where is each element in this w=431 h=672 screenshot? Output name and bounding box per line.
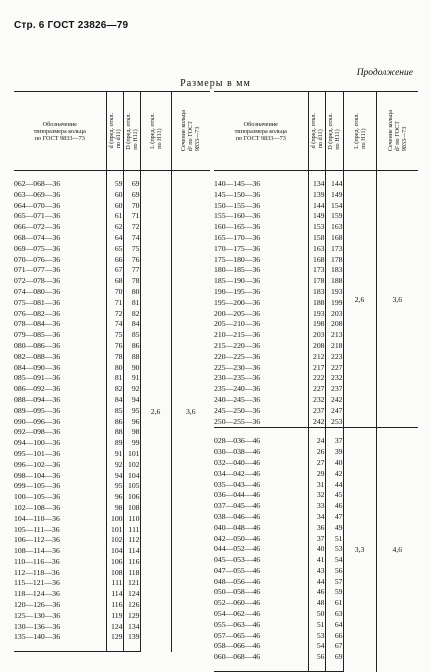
d-value: 24	[308, 436, 325, 447]
D-value: 56	[325, 566, 343, 577]
D-value: 71	[123, 211, 140, 222]
d-value: 198	[308, 319, 325, 330]
ring-designation: 089—095—36	[14, 405, 61, 415]
d-value: 153	[308, 222, 325, 233]
ring-designation: 118—124—36	[14, 589, 60, 599]
D-header: D (пред. откл. по H11)	[325, 92, 343, 171]
ring-designation: 078—084—36	[14, 319, 61, 329]
D-value: 37	[325, 436, 343, 447]
ring-designation: 079—085—36	[14, 330, 61, 340]
ring-designation: 115—121—36	[14, 578, 60, 588]
d-value: 173	[308, 265, 325, 276]
ring-designation: 057—065—46	[214, 630, 261, 640]
D-value: 54	[325, 555, 343, 566]
spacer-row	[214, 171, 418, 180]
d-value: 106	[106, 557, 123, 568]
D-value: 86	[123, 341, 140, 352]
ring-designation: 112—118—36	[14, 567, 60, 577]
d-value: 60	[106, 201, 123, 212]
d-value: 56	[308, 652, 325, 663]
D-value: 91	[123, 373, 140, 384]
d-value: 104	[106, 546, 123, 557]
D-value: 45	[325, 490, 343, 501]
section-header: Сечение кольца d² по ГОСТ 9833—73	[171, 92, 210, 171]
ring-designation: 065—071—36	[14, 211, 61, 221]
d-value: 183	[308, 287, 325, 298]
D-value: 144	[325, 179, 343, 190]
section-value: 4,6	[376, 428, 418, 672]
ring-designation: 076—082—36	[14, 308, 61, 318]
ring-designation: 058—066—46	[214, 641, 261, 651]
L-header: L (пред. откл. по H11)	[343, 92, 376, 171]
d-value: 86	[106, 417, 123, 428]
d-value: 59	[106, 179, 123, 190]
D-value: 227	[325, 363, 343, 374]
D-value: 82	[123, 309, 140, 320]
D-value: 69	[325, 652, 343, 663]
ring-designation: 040—048—46	[214, 522, 261, 532]
d-value: 51	[308, 620, 325, 631]
d-value: 78	[106, 352, 123, 363]
D-value: 110	[123, 514, 140, 525]
ring-designation: 120—126—36	[14, 600, 61, 610]
d-value: 41	[308, 555, 325, 566]
d-value: 82	[106, 384, 123, 395]
ring-designation: 044—052—46	[214, 544, 261, 554]
D-value: 42	[325, 469, 343, 480]
d-value: 94	[106, 471, 123, 482]
d-value: 88	[106, 427, 123, 438]
D-value: 106	[123, 492, 140, 503]
designation-header: Обозначение типоразмера кольца по ГОСТ 9833—73	[214, 92, 308, 171]
D-value: 80	[123, 287, 140, 298]
D-value: 242	[325, 395, 343, 406]
D-value: 139	[123, 632, 140, 643]
d-value: 80	[106, 363, 123, 374]
ring-designation: 105—111—36	[14, 524, 60, 534]
d-value: 68	[106, 276, 123, 287]
d-value: 40	[308, 544, 325, 555]
ring-designation: 150—155—36	[214, 200, 261, 210]
D-value: 126	[123, 600, 140, 611]
d-value: 50	[308, 609, 325, 620]
D-value: 61	[325, 598, 343, 609]
d-header: d (пред. откл. по d11)	[308, 92, 325, 171]
D-value: 154	[325, 201, 343, 212]
ring-designation: 038—046—46	[214, 511, 261, 521]
D-value: 223	[325, 352, 343, 363]
d-value: 54	[308, 641, 325, 652]
ring-designation: 175—180—36	[214, 254, 261, 264]
ring-designation: 200—205—36	[214, 308, 261, 318]
ring-designation: 082—088—36	[14, 351, 61, 361]
continuation-label: Продолжение	[356, 68, 413, 78]
D-value: 163	[325, 222, 343, 233]
D-value: 85	[123, 330, 140, 341]
ring-designation: 034—042—46	[214, 468, 261, 478]
ring-designation: 042—050—46	[214, 533, 261, 543]
D-value: 218	[325, 341, 343, 352]
d-value: 144	[308, 201, 325, 212]
D-value: 90	[123, 363, 140, 374]
D-value: 105	[123, 481, 140, 492]
d-value: 48	[308, 598, 325, 609]
d-value: 163	[308, 244, 325, 255]
d-value: 193	[308, 309, 325, 320]
d-value: 71	[106, 298, 123, 309]
D-value: 116	[123, 557, 140, 568]
d-value: 66	[106, 255, 123, 266]
ring-designation: 135—140—36	[14, 632, 61, 642]
d-value: 114	[106, 589, 123, 600]
D-value: 159	[325, 211, 343, 222]
ring-designation: 086—092—36	[14, 384, 61, 394]
d-value: 222	[308, 373, 325, 384]
d-value: 237	[308, 406, 325, 417]
L-value: 2,6	[140, 171, 171, 652]
d-value: 43	[308, 566, 325, 577]
d-value: 101	[106, 525, 123, 536]
D-value: 69	[123, 190, 140, 201]
L-value: 2,6	[343, 171, 376, 428]
spacer-row	[214, 428, 418, 437]
D-value: 40	[325, 458, 343, 469]
d-value: 111	[106, 578, 123, 589]
ring-designation: 050—058—46	[214, 587, 261, 597]
d-value: 76	[106, 341, 123, 352]
d-value: 74	[106, 319, 123, 330]
D-value: 118	[123, 568, 140, 579]
ring-designation: 250—255—36	[214, 416, 261, 426]
D-value: 112	[123, 535, 140, 546]
d-value: 208	[308, 341, 325, 352]
D-value: 53	[325, 544, 343, 555]
d-value: 134	[308, 179, 325, 190]
D-value: 77	[123, 265, 140, 276]
d-value: 29	[308, 469, 325, 480]
ring-designation: 094—100—36	[14, 438, 61, 448]
L-value: 3,3	[343, 428, 376, 672]
d-value: 129	[106, 632, 123, 643]
D-value: 98	[123, 427, 140, 438]
ring-designation: 035—043—46	[214, 479, 261, 489]
d-value: 85	[106, 406, 123, 417]
ring-designation: 190—195—36	[214, 286, 261, 296]
d-value: 64	[106, 233, 123, 244]
d-value: 102	[106, 535, 123, 546]
D-value: 69	[123, 179, 140, 190]
ring-designation: 165—170—36	[214, 232, 261, 242]
d-value: 26	[308, 447, 325, 458]
ring-designation: 220—225—36	[214, 351, 261, 361]
D-value: 74	[123, 233, 140, 244]
d-value: 139	[308, 190, 325, 201]
d-value: 89	[106, 438, 123, 449]
ring-designation: 072—078—36	[14, 276, 61, 286]
d-value: 61	[106, 211, 123, 222]
d-value: 108	[106, 568, 123, 579]
section-value: 3,6	[376, 171, 418, 428]
D-value: 88	[123, 352, 140, 363]
ring-designation: 145—150—36	[214, 189, 261, 199]
d-value: 65	[106, 244, 123, 255]
D-value: 51	[325, 534, 343, 545]
ring-designation: 215—220—36	[214, 340, 261, 350]
ring-designation: 110—116—36	[14, 556, 60, 566]
d-value: 168	[308, 255, 325, 266]
D-value: 76	[123, 255, 140, 266]
ring-designation: 074—080—36	[14, 286, 61, 296]
ring-designation: 055—063—46	[214, 619, 261, 629]
ring-designation: 069—075—36	[14, 243, 61, 253]
D-value: 59	[325, 587, 343, 598]
ring-designation: 104—110—36	[14, 513, 60, 523]
D-value: 96	[123, 417, 140, 428]
d-value: 33	[308, 501, 325, 512]
D-value: 134	[123, 622, 140, 633]
ring-designation: 096—102—36	[14, 459, 61, 469]
left-size-table	[14, 91, 210, 652]
ring-designation: 048—056—46	[214, 576, 261, 586]
ring-designation: 060—068—46	[214, 652, 261, 662]
ring-designation: 180—185—36	[214, 265, 261, 275]
d-value: 34	[308, 512, 325, 523]
D-value: 78	[123, 276, 140, 287]
D-value: 99	[123, 438, 140, 449]
D-value: 149	[325, 190, 343, 201]
d-value: 242	[308, 417, 325, 428]
D-value: 95	[123, 406, 140, 417]
ring-designation: 106—112—36	[14, 535, 60, 545]
ring-designation: 195—200—36	[214, 297, 261, 307]
D-value: 70	[123, 201, 140, 212]
sizes-title: Размеры в мм	[180, 78, 251, 89]
ring-designation: 068—074—36	[14, 232, 61, 242]
D-value: 84	[123, 319, 140, 330]
D-value: 121	[123, 578, 140, 589]
section-header: Сечение кольца d² по ГОСТ 9833—73	[376, 92, 418, 171]
d-value: 158	[308, 233, 325, 244]
spacer-row	[14, 171, 210, 180]
D-value: 114	[123, 546, 140, 557]
L-header: L (пред. откл. по H11)	[140, 92, 171, 171]
ring-designation: 160—165—36	[214, 222, 261, 232]
d-value: 75	[106, 330, 123, 341]
d-value: 188	[308, 298, 325, 309]
D-value: 47	[325, 512, 343, 523]
ring-designation: 030—038—46	[214, 447, 261, 457]
ring-designation: 075—081—36	[14, 297, 61, 307]
d-value: 67	[106, 265, 123, 276]
ring-designation: 047—055—46	[214, 565, 261, 575]
ring-designation: 066—072—36	[14, 222, 61, 232]
ring-designation: 245—250—36	[214, 405, 261, 415]
ring-designation: 052—060—46	[214, 598, 261, 608]
ring-designation: 235—240—36	[214, 384, 261, 394]
d-value: 72	[106, 309, 123, 320]
D-value: 111	[123, 525, 140, 536]
d-value: 232	[308, 395, 325, 406]
D-value: 64	[325, 620, 343, 631]
d-value: 53	[308, 631, 325, 642]
D-value: 237	[325, 384, 343, 395]
d-value: 46	[308, 587, 325, 598]
ring-designation: 205—210—36	[214, 319, 261, 329]
d-value: 96	[106, 492, 123, 503]
D-value: 94	[123, 395, 140, 406]
ring-designation: 037—045—46	[214, 501, 261, 511]
d-value: 60	[106, 190, 123, 201]
D-value: 81	[123, 298, 140, 309]
ring-designation: 185—190—36	[214, 276, 261, 286]
D-value: 178	[325, 255, 343, 266]
ring-designation: 028—036—46	[214, 436, 261, 446]
d-value: 119	[106, 611, 123, 622]
ring-designation: 225—230—36	[214, 362, 261, 372]
ring-designation: 098—104—36	[14, 470, 61, 480]
ring-designation: 064—070—36	[14, 200, 61, 210]
D-header: D (пред. откл. по H11)	[123, 92, 140, 171]
d-value: 62	[106, 222, 123, 233]
D-value: 72	[123, 222, 140, 233]
D-value: 208	[325, 319, 343, 330]
D-value: 203	[325, 309, 343, 320]
ring-designation: 090—096—36	[14, 416, 61, 426]
d-value: 84	[106, 395, 123, 406]
ring-designation: 032—040—46	[214, 457, 261, 467]
D-value: 183	[325, 265, 343, 276]
ring-designation: 054—062—46	[214, 609, 261, 619]
D-value: 102	[123, 460, 140, 471]
d-header: d (пред. откл. по d11)	[106, 92, 123, 171]
designation-header: Обозначение типоразмера кольца по ГОСТ 9833—73	[14, 92, 106, 171]
d-value: 44	[308, 577, 325, 588]
ring-designation: 130—136—36	[14, 621, 61, 631]
d-value: 32	[308, 490, 325, 501]
ring-designation: 095—101—36	[14, 448, 61, 458]
d-value: 27	[308, 458, 325, 469]
D-value: 44	[325, 480, 343, 491]
D-value: 247	[325, 406, 343, 417]
d-value: 31	[308, 480, 325, 491]
ring-designation: 062—068—36	[14, 179, 61, 188]
ring-designation: 063—069—36	[14, 189, 61, 199]
d-value: 36	[308, 523, 325, 534]
page-header: Стр. 6 ГОСТ 23826—79	[14, 20, 129, 31]
ring-designation: 070—076—36	[14, 254, 61, 264]
d-value: 203	[308, 330, 325, 341]
D-value: 108	[123, 503, 140, 514]
ring-designation: 155—160—36	[214, 211, 261, 221]
D-value: 129	[123, 611, 140, 622]
D-value: 168	[325, 233, 343, 244]
D-value: 57	[325, 577, 343, 588]
ring-designation: 240—245—36	[214, 394, 261, 404]
D-value: 49	[325, 523, 343, 534]
D-value: 193	[325, 287, 343, 298]
d-value: 100	[106, 514, 123, 525]
d-value: 116	[106, 600, 123, 611]
D-value: 39	[325, 447, 343, 458]
D-value: 188	[325, 276, 343, 287]
ring-designation: 092—098—36	[14, 427, 61, 437]
section-value: 3,6	[171, 171, 210, 652]
ring-designation: 045—053—46	[214, 555, 261, 565]
ring-designation: 084—090—36	[14, 362, 61, 372]
d-value: 217	[308, 363, 325, 374]
d-value: 212	[308, 352, 325, 363]
D-value: 92	[123, 384, 140, 395]
D-value: 253	[325, 417, 343, 428]
D-value: 104	[123, 471, 140, 482]
d-value: 92	[106, 460, 123, 471]
d-value: 98	[106, 503, 123, 514]
ring-designation: 080—086—36	[14, 340, 61, 350]
ring-designation: 230—235—36	[214, 373, 261, 383]
ring-designation: 099—105—36	[14, 481, 61, 491]
d-value: 95	[106, 481, 123, 492]
ring-designation: 088—094—36	[14, 394, 61, 404]
D-value: 173	[325, 244, 343, 255]
right-size-table	[214, 91, 418, 672]
d-value: 37	[308, 534, 325, 545]
D-value: 66	[325, 631, 343, 642]
ring-designation: 170—175—36	[214, 243, 261, 253]
D-value: 124	[123, 589, 140, 600]
D-value: 63	[325, 609, 343, 620]
ring-designation: 100—105—36	[14, 492, 61, 502]
d-value: 70	[106, 287, 123, 298]
D-value: 75	[123, 244, 140, 255]
d-value: 149	[308, 211, 325, 222]
d-value: 81	[106, 373, 123, 384]
ring-designation: 085—091—36	[14, 373, 61, 383]
D-value: 199	[325, 298, 343, 309]
ring-designation: 071—077—36	[14, 265, 61, 275]
ring-designation: 036—044—46	[214, 490, 261, 500]
ring-designation: 210—215—36	[214, 330, 261, 340]
ring-designation: 108—114—36	[14, 546, 60, 556]
d-value: 91	[106, 449, 123, 460]
ring-designation: 102—108—36	[14, 502, 61, 512]
D-value: 213	[325, 330, 343, 341]
d-value: 178	[308, 276, 325, 287]
D-value: 232	[325, 373, 343, 384]
D-value: 67	[325, 641, 343, 652]
d-value: 227	[308, 384, 325, 395]
d-value: 124	[106, 622, 123, 633]
ring-designation: 140—145—36	[214, 179, 261, 188]
ring-designation: 125—130—36	[14, 610, 61, 620]
D-value: 101	[123, 449, 140, 460]
D-value: 46	[325, 501, 343, 512]
